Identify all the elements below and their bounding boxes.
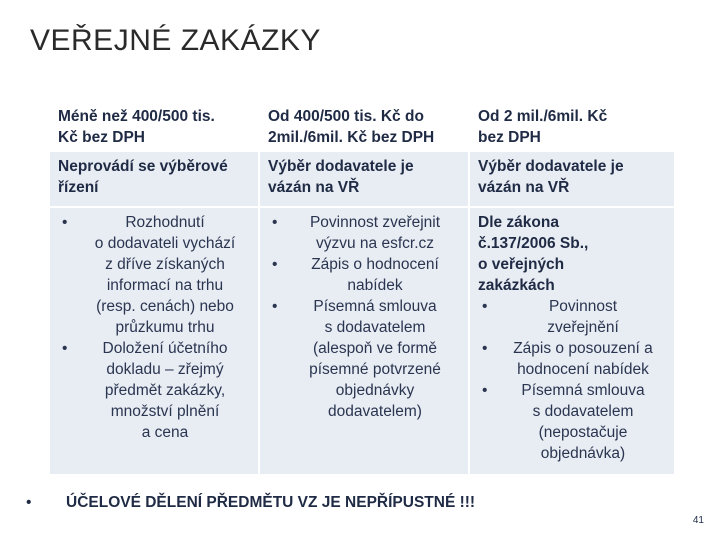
column-header bbox=[260, 102, 470, 150]
column-body bbox=[260, 208, 470, 474]
text-line: Od 2 mil./6mil. Kč bbox=[478, 108, 608, 125]
column-header bbox=[470, 102, 674, 150]
text-line: písemné potvrzené bbox=[309, 361, 441, 378]
text-line: zveřejnění bbox=[547, 319, 619, 336]
text-line: Písemná smlouva bbox=[313, 298, 437, 315]
text-line: vázán na VŘ bbox=[268, 179, 360, 196]
text-line: výzvu na esfcr.cz bbox=[315, 235, 434, 252]
column-body bbox=[470, 208, 674, 474]
text-line: Dle zákona bbox=[478, 214, 559, 231]
text-line: bez DPH bbox=[478, 129, 541, 146]
text-line: Výběr dodavatele je bbox=[478, 158, 624, 175]
column-subheader bbox=[470, 152, 674, 206]
text-line: s dodavatelem bbox=[324, 319, 426, 336]
list-item bbox=[58, 212, 250, 338]
text-line: o veřejných bbox=[478, 256, 565, 273]
text-line: 2mil./6mil. Kč bez DPH bbox=[268, 129, 435, 146]
text-line: Doložení účetního bbox=[102, 340, 228, 357]
text-line: s dodavatelem bbox=[532, 403, 634, 420]
text-line: o dodavateli vychází bbox=[94, 235, 236, 252]
text-line: č.137/2006 Sb., bbox=[478, 235, 589, 252]
bullet-dot: • bbox=[26, 494, 32, 511]
law-reference bbox=[478, 212, 666, 296]
slide-title: VEŘEJNÉ ZAKÁZKY bbox=[30, 24, 321, 57]
text-line: zakázkách bbox=[478, 277, 555, 294]
text-line: Zápis o posouzení a bbox=[513, 340, 653, 357]
text-line: množství plnění bbox=[110, 403, 220, 420]
text-line: a cena bbox=[141, 424, 189, 441]
text-line: řízení bbox=[58, 179, 99, 196]
list-item bbox=[58, 338, 250, 443]
text-line: (alespoň ve formě bbox=[312, 340, 438, 357]
text-line: Rozhodnutí bbox=[125, 214, 205, 231]
text-line: Neprovádí se výběrové bbox=[58, 158, 228, 175]
column-subheader bbox=[260, 152, 470, 206]
column-header bbox=[50, 102, 260, 150]
text-line: objednávka) bbox=[540, 445, 626, 462]
text-line: (nepostačuje bbox=[538, 424, 628, 441]
text-line: Méně než 400/500 tis. bbox=[58, 108, 215, 125]
procurement-table bbox=[50, 102, 674, 474]
list-item bbox=[268, 296, 460, 422]
page-number: 41 bbox=[692, 515, 704, 526]
text-line: Výběr dodavatele je bbox=[268, 158, 414, 175]
text-line: z dříve získaných bbox=[105, 256, 225, 273]
text-line: hodnocení nabídek bbox=[517, 361, 649, 378]
text-line: objednávky bbox=[335, 382, 415, 399]
text-line: (resp. cenách) nebo bbox=[96, 298, 234, 315]
footer-note-text: ÚČELOVÉ DĚLENÍ PŘEDMĚTU VZ JE NEPŘÍPUSTNÉ !!! bbox=[66, 494, 476, 511]
list-item bbox=[478, 338, 666, 380]
text-line: informací na trhu bbox=[106, 277, 224, 294]
text-line: vázán na VŘ bbox=[478, 179, 570, 196]
text-line: nabídek bbox=[347, 277, 403, 294]
text-line: Povinnost bbox=[548, 298, 618, 315]
text-line: dodavatelem) bbox=[328, 403, 422, 420]
text-line: Zápis o hodnocení bbox=[311, 256, 439, 273]
text-line: Kč bez DPH bbox=[58, 129, 145, 146]
requirement-list bbox=[58, 212, 250, 443]
column-subheader bbox=[50, 152, 260, 206]
requirement-list bbox=[268, 212, 460, 422]
list-item bbox=[268, 212, 460, 254]
text-line: Písemná smlouva bbox=[521, 382, 645, 399]
text-line: předmět zakázky, bbox=[104, 382, 226, 399]
text-line: Povinnost zveřejnit bbox=[309, 214, 441, 231]
column-body bbox=[50, 208, 260, 474]
text-line: dokladu – zřejmý bbox=[106, 361, 224, 378]
list-item bbox=[478, 380, 666, 464]
list-item bbox=[268, 254, 460, 296]
list-item bbox=[478, 296, 666, 338]
text-line: průzkumu trhu bbox=[115, 319, 215, 336]
text-line: Od 400/500 tis. Kč do bbox=[268, 108, 424, 125]
requirement-list bbox=[478, 296, 666, 464]
